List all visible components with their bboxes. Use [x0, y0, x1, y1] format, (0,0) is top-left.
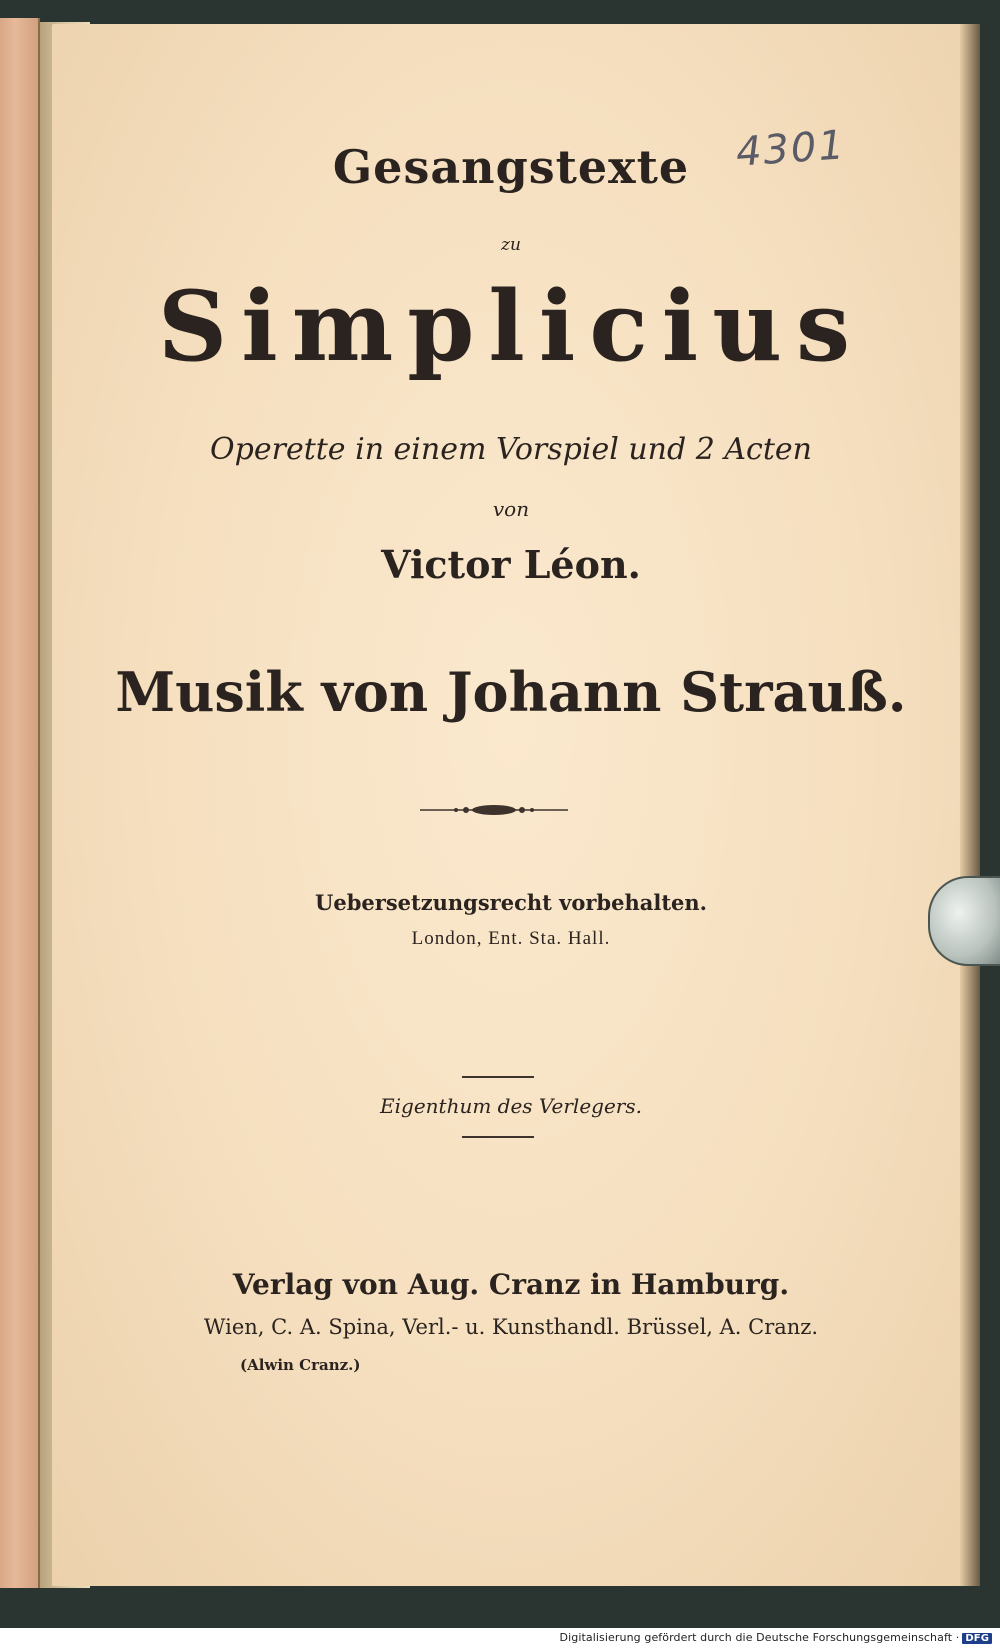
rights-notice: Uebersetzungsrecht vorbehalten.	[315, 890, 707, 915]
subtitle: Operette in einem Vorspiel und 2 Acten	[210, 432, 812, 467]
publisher-detail: Wien, C. A. Spina, Verl.- u. Kunsthandl. Brüssel, A. Cranz.	[203, 1315, 819, 1339]
rule-top	[462, 1076, 534, 1078]
dfg-logo: DFG	[962, 1633, 992, 1644]
book-cover-edge	[0, 18, 40, 1588]
page-right-edge	[960, 24, 980, 1586]
footer-credit	[560, 1631, 992, 1644]
handwritten-number: 4301	[734, 122, 848, 176]
rule-bottom	[462, 1136, 534, 1138]
footer-text: Digitalisierung gefördert durch die Deutsche Forschungsgemeinschaft ·	[559, 1631, 960, 1644]
publisher-note: (Alwin Cranz.)	[240, 1356, 361, 1374]
ornament-divider	[420, 800, 568, 820]
librettist: Victor Léon.	[381, 542, 641, 587]
zu-text: zu	[501, 235, 521, 255]
composer-line: Musik von Johann Strauß.	[115, 660, 907, 724]
heading: Gesangstexte	[332, 140, 690, 194]
work-title: Simplicius	[157, 270, 865, 383]
ownership-notice: Eigenthum des Verlegers.	[380, 1094, 642, 1118]
publisher: Verlag von Aug. Cranz in Hamburg.	[232, 1268, 790, 1301]
registration-notice: London, Ent. Sta. Hall.	[411, 928, 611, 949]
von-text: von	[492, 497, 530, 521]
